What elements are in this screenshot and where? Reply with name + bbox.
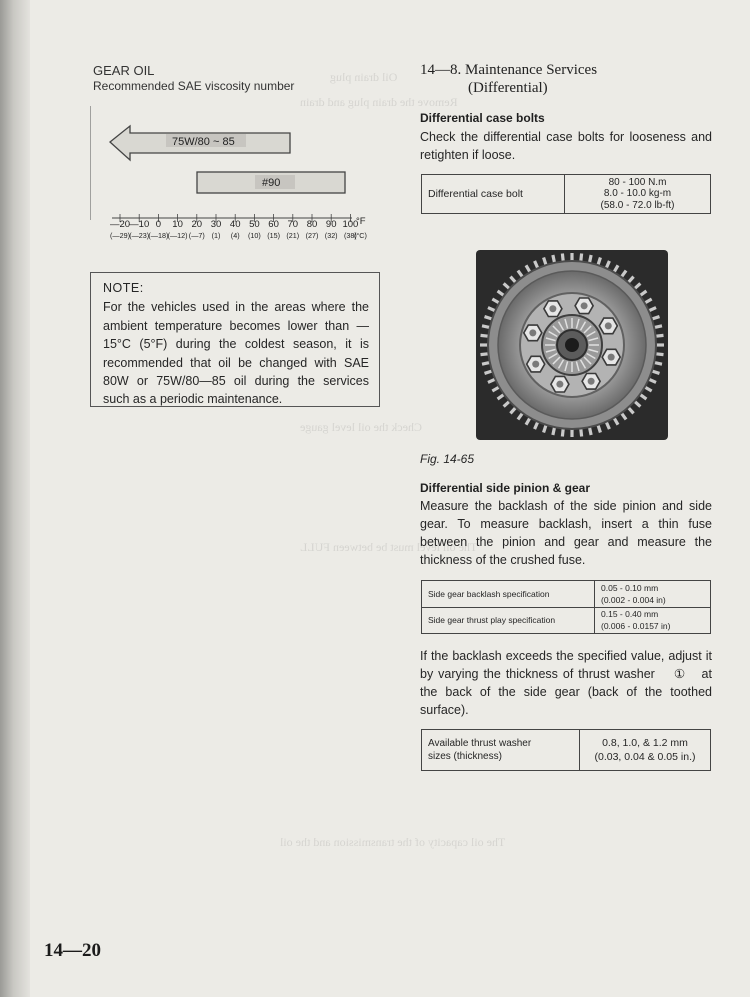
backlash-adjust-part1: If the backlash exceeds the specified value, adjust it by varying the thickness of thrust washer — [420, 649, 712, 681]
fahrenheit-tick-label: 90 — [325, 219, 337, 230]
side-gear-spec-table — [421, 580, 711, 634]
page-number: 14—20 — [44, 940, 101, 961]
show-through-text: Oil drain plug — [330, 70, 398, 84]
celsius-tick-label: (—12) — [167, 231, 188, 240]
celsius-tick-label: (—7) — [188, 231, 205, 240]
celsius-unit: (°C) — [354, 231, 367, 240]
bolt-center — [605, 322, 612, 329]
show-through-text: The oil level must be between FULL — [300, 540, 478, 554]
case-bolt-value — [565, 175, 711, 214]
page-binding-shadow — [0, 0, 30, 997]
bar-label-75w: 75W/80 ~ 85 — [172, 136, 235, 148]
bolt-center — [556, 381, 563, 388]
bolt-center — [588, 378, 595, 385]
show-through-text: The oil capacity of the transmission and the oil — [280, 835, 506, 849]
celsius-tick-label: (10) — [248, 231, 261, 240]
backlash-adjust-text — [420, 647, 712, 719]
case-bolt-torque-table — [421, 174, 711, 214]
bar-label-90: #90 — [262, 177, 281, 189]
chart-subtitle: Recommended SAE viscosity number — [93, 79, 295, 93]
celsius-axis — [110, 231, 357, 240]
fahrenheit-tick-label: 50 — [249, 219, 260, 230]
case-bolts-text: Check the differential case bolts for looseness and retighten if loose. — [420, 130, 712, 162]
backlash-in: (0.002 - 0.004 in) — [601, 594, 666, 605]
fahrenheit-unit: °F — [356, 216, 366, 227]
celsius-tick-label: (—29) — [110, 231, 130, 240]
fahrenheit-tick-label: —20 — [109, 219, 131, 230]
viscosity-chart — [90, 100, 380, 255]
backlash-spec-label: Side gear backlash specification — [422, 581, 595, 608]
fahrenheit-tick-label: 10 — [172, 219, 183, 230]
fahrenheit-tick-label: 40 — [229, 219, 241, 230]
fahrenheit-tick-label: 70 — [287, 219, 299, 230]
side-pinion-heading: Differential side pinion & gear — [420, 481, 591, 495]
fahrenheit-tick-label: 100 — [342, 219, 359, 230]
backlash-spec-value — [595, 581, 711, 608]
celsius-tick-label: (15) — [267, 231, 280, 240]
thrust-washer-label-1: Available thrust washer — [428, 738, 532, 749]
note-text: For the vehicles used in the areas where the ambient temperature becomes lower than —15°C (5°F) during the coldest season, it is recommended that oil be changed with SAE 80W or 75W/80—85 oil during the services such as a periodic maintenance. — [103, 300, 369, 407]
note-title: NOTE: — [103, 281, 144, 295]
show-through-text: Remove the drain plug and drain — [300, 95, 458, 109]
thrust-washer-mm: 0.8, 1.0, & 1.2 mm — [602, 737, 688, 749]
thrust-play-mm: 0.15 - 0.40 mm — [601, 609, 659, 620]
celsius-tick-label: (4) — [230, 231, 240, 240]
section-title — [420, 61, 597, 97]
bolt-center — [549, 305, 556, 312]
celsius-tick-label: (—23) — [129, 231, 150, 240]
fahrenheit-tick-label: —10 — [129, 219, 150, 230]
thrust-play-label: Side gear thrust play specification — [422, 607, 595, 634]
figure-caption: Fig. 14-65 — [420, 452, 475, 466]
show-through-text: Check the oil level gauge — [300, 420, 422, 434]
bolt-center — [529, 329, 536, 336]
callout-1: ① — [673, 667, 687, 681]
thrust-play-in: (0.006 - 0.0157 in) — [601, 621, 671, 632]
thrust-washer-in: (0.03, 0.04 & 0.05 in.) — [594, 751, 696, 763]
fahrenheit-tick-label: 30 — [210, 219, 222, 230]
celsius-tick-label: (27) — [305, 231, 319, 240]
celsius-tick-label: (1) — [211, 231, 221, 240]
case-bolt-label: Differential case bolt — [422, 175, 565, 214]
section-title-line2: (Differential) — [468, 80, 548, 96]
differential-gear-photo — [476, 250, 668, 440]
bolt-center — [532, 361, 539, 368]
torque-lbft: (58.0 - 72.0 lb-ft) — [600, 199, 675, 211]
thrust-washer-label-2: sizes (thickness) — [428, 751, 502, 762]
fahrenheit-axis — [110, 214, 358, 230]
torque-kgm: 8.0 - 10.0 kg-m — [603, 188, 672, 200]
note-box — [90, 272, 380, 407]
thrust-washer-table — [421, 729, 711, 771]
torque-nm: 80 - 100 N.m — [608, 176, 667, 188]
backlash-adjust-part2: at the back of the side gear (back of the toothed surface). — [420, 667, 712, 717]
case-bolts-heading: Differential case bolts — [420, 111, 545, 125]
celsius-tick-label: (32) — [324, 231, 338, 240]
fahrenheit-tick-label: 20 — [191, 219, 203, 230]
backlash-mm: 0.05 - 0.10 mm — [601, 582, 659, 593]
celsius-tick-label: (38) — [344, 231, 357, 240]
thrust-play-value — [595, 607, 711, 634]
fahrenheit-tick-label: 80 — [306, 219, 318, 230]
bolt-center — [581, 302, 588, 309]
thrust-washer-label — [422, 730, 580, 771]
fahrenheit-tick-label: 60 — [268, 219, 279, 230]
section-title-line1: Maintenance Services — [465, 62, 598, 78]
celsius-tick-label: (—18) — [148, 231, 169, 240]
fahrenheit-tick-label: 0 — [155, 219, 162, 230]
chart-title: GEAR OIL — [93, 63, 155, 78]
bolt-center — [608, 354, 615, 361]
side-pinion-text: Measure the backlash of the side pinion and side gear. To measure backlash, insert a thin fuse between the pinion and gear and measure the thickness of the crushed fuse. — [420, 499, 712, 567]
section-number: 14—8. — [420, 62, 462, 78]
celsius-tick-label: (21) — [286, 231, 300, 240]
thrust-washer-value — [580, 730, 711, 771]
